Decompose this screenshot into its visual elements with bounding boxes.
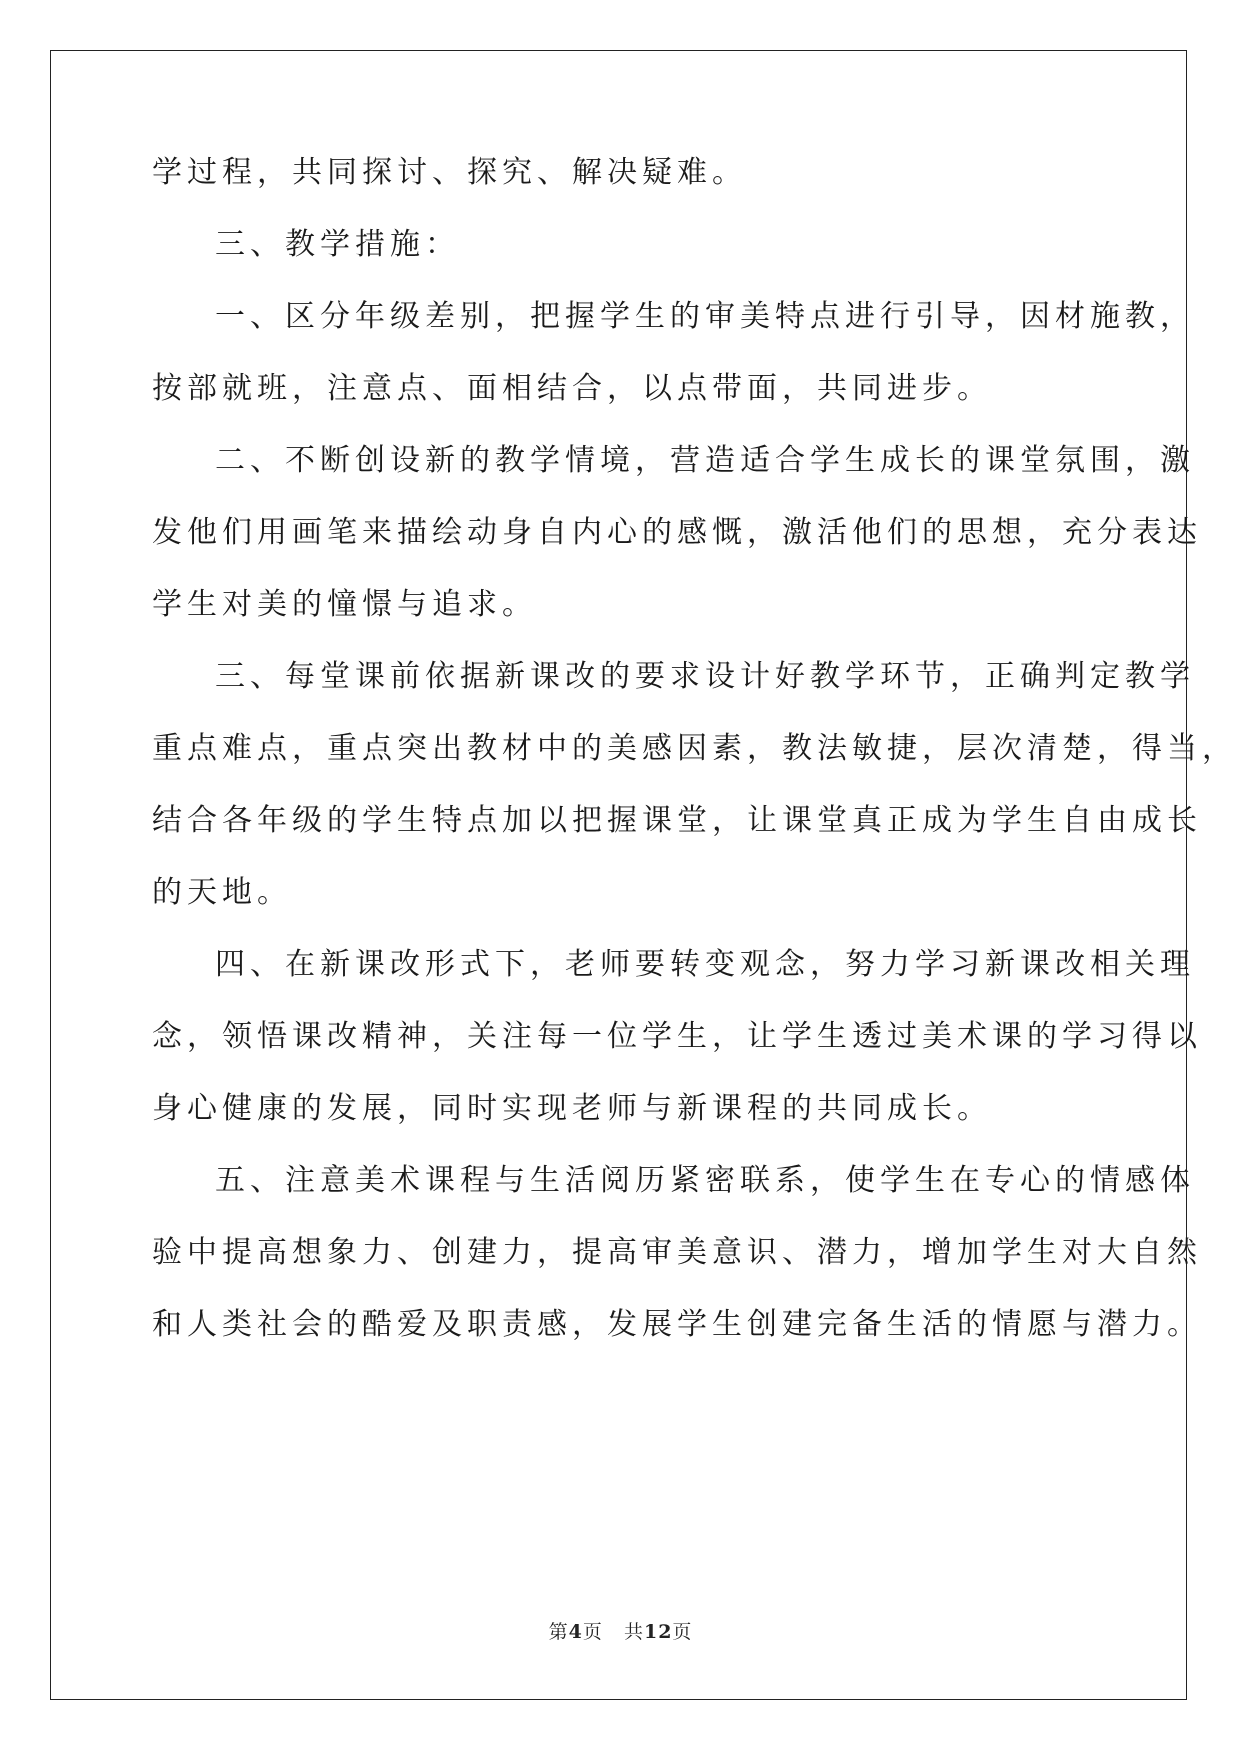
page-suffix: 页 [582, 1621, 603, 1643]
text-line: 结合各年级的学生特点加以把握课堂，让课堂真正成为学生自由成长 [152, 803, 1202, 838]
text-line: 学生对美的憧憬与追求。 [152, 587, 537, 622]
text-line: 五、注意美术课程与生活阅历紧密联系，使学生在专心的情感体 [215, 1163, 1195, 1198]
text-line: 和人类社会的酷爱及职责感，发展学生创建完备生活的情愿与潜力。 [152, 1307, 1202, 1342]
page-current: 4 [568, 1621, 583, 1643]
total-suffix: 页 [672, 1621, 693, 1643]
page-prefix: 第 [548, 1621, 569, 1643]
text-line: 发他们用画笔来描绘动身自内心的感慨，激活他们的思想，充分表达 [152, 515, 1202, 550]
section-heading: 三、教学措施： [215, 227, 460, 262]
text-line: 一、区分年级差别，把握学生的审美特点进行引导，因材施教， [215, 299, 1195, 334]
text-line: 学过程，共同探讨、探究、解决疑难。 [152, 155, 747, 190]
text-line: 四、在新课改形式下，老师要转变观念，努力学习新课改相关理 [215, 947, 1195, 982]
text-line: 身心健康的发展，同时实现老师与新课程的共同成长。 [152, 1091, 992, 1126]
total-prefix: 共 [623, 1621, 644, 1643]
text-line: 按部就班，注意点、面相结合，以点带面，共同进步。 [152, 371, 992, 406]
text-line: 二、不断创设新的教学情境，营造适合学生成长的课堂氛围，激 [215, 443, 1195, 478]
page-total: 12 [643, 1621, 673, 1643]
page-footer [0, 1617, 1241, 1644]
text-line: 重点难点，重点突出教材中的美感因素，教法敏捷，层次清楚，得当， [152, 731, 1237, 766]
text-line: 念，领悟课改精神，关注每一位学生，让学生透过美术课的学习得以 [152, 1019, 1202, 1054]
text-line: 三、每堂课前依据新课改的要求设计好教学环节，正确判定教学 [215, 659, 1195, 694]
text-line: 验中提高想象力、创建力，提高审美意识、潜力，增加学生对大自然 [152, 1235, 1202, 1270]
text-line: 的天地。 [152, 875, 292, 910]
